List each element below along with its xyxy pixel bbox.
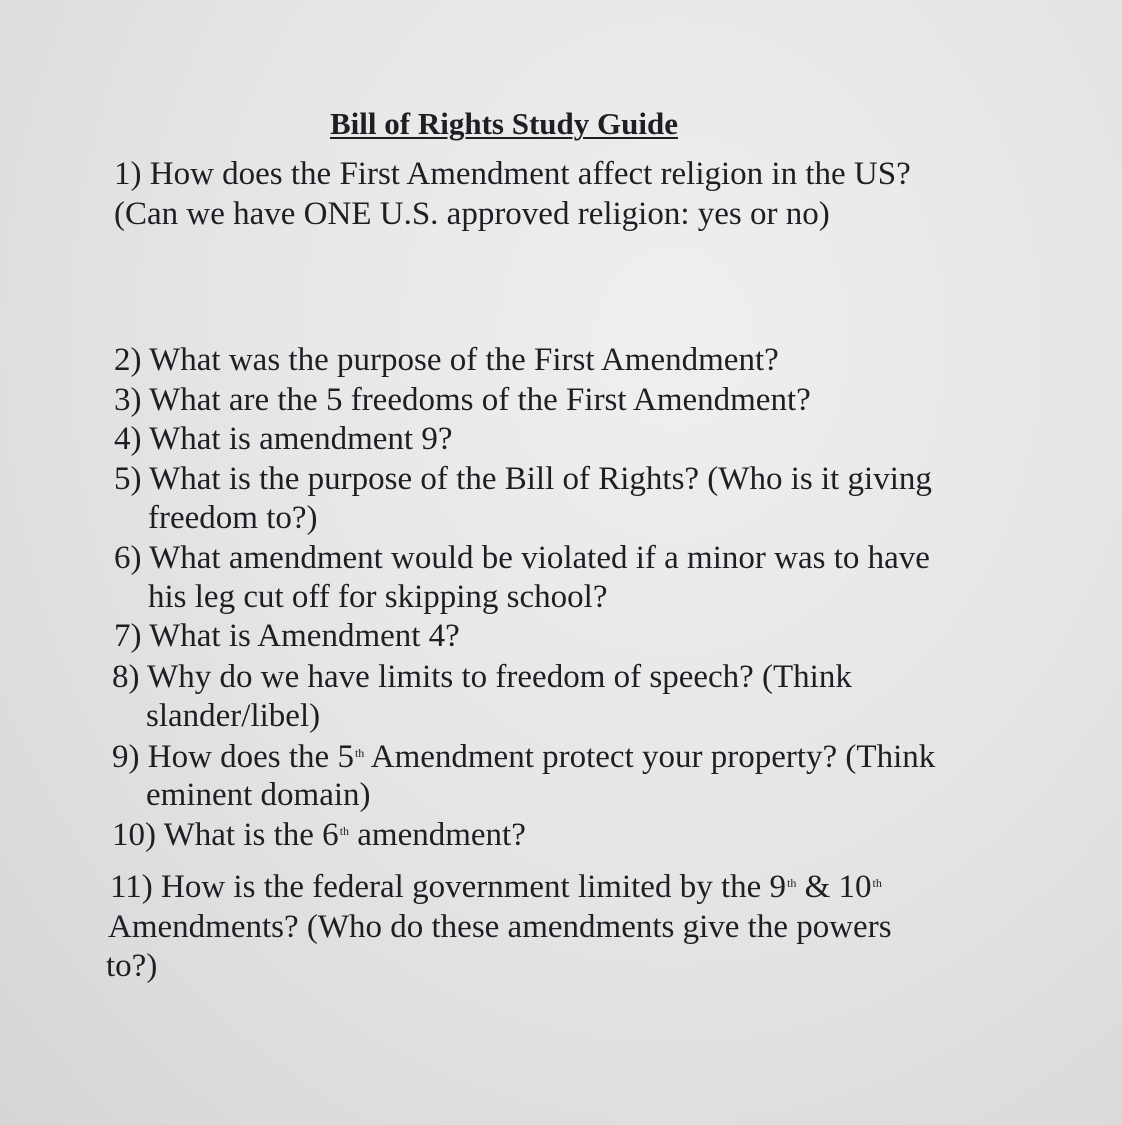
question-11-line-3: to?)	[106, 948, 158, 984]
question-6-line-2: his leg cut off for skipping school?	[148, 579, 608, 615]
question-9-text-a: 9) How does the 5	[112, 739, 354, 775]
question-9-text-b: Amendment protect your property? (Think	[364, 739, 936, 775]
question-11-ordinal-1: th	[787, 876, 797, 890]
question-10-text-a: 10) What is the 6	[112, 817, 339, 853]
question-7: 7) What is Amendment 4?	[114, 618, 460, 654]
question-8-line-1: 8) Why do we have limits to freedom of speech? (Think	[112, 659, 852, 695]
question-11-line-1	[110, 867, 882, 907]
question-11-text-b: & 10	[796, 869, 872, 905]
question-9-line-2: eminent domain)	[146, 777, 371, 813]
question-6-line-1: 6) What amendment would be violated if a minor was to have	[114, 540, 930, 576]
question-11-text-a: 11) How is the federal government limited by the 9	[110, 869, 787, 905]
question-10-text-b: amendment?	[349, 817, 526, 853]
question-2: 2) What was the purpose of the First Amendment?	[114, 342, 779, 378]
question-11-line-2: Amendments? (Who do these amendments give the powers	[108, 909, 892, 945]
question-11-ordinal-2: th	[872, 876, 882, 890]
question-4: 4) What is amendment 9?	[114, 421, 453, 457]
question-5-line-1: 5) What is the purpose of the Bill of Rights? (Who is it giving	[114, 461, 932, 497]
question-8-line-2: slander/libel)	[146, 698, 321, 734]
question-1-line-2: (Can we have ONE U.S. approved religion: yes or no)	[114, 196, 830, 232]
question-3: 3) What are the 5 freedoms of the First Amendment?	[114, 382, 811, 418]
question-9-ordinal: th	[354, 746, 365, 760]
document-title: Bill of Rights Study Guide	[330, 106, 678, 141]
question-9-line-1	[112, 737, 935, 777]
question-10-ordinal: th	[339, 824, 350, 838]
question-10	[112, 815, 526, 855]
question-1-line-1: 1) How does the First Amendment affect religion in the US?	[114, 156, 911, 192]
question-5-line-2: freedom to?)	[148, 500, 318, 536]
